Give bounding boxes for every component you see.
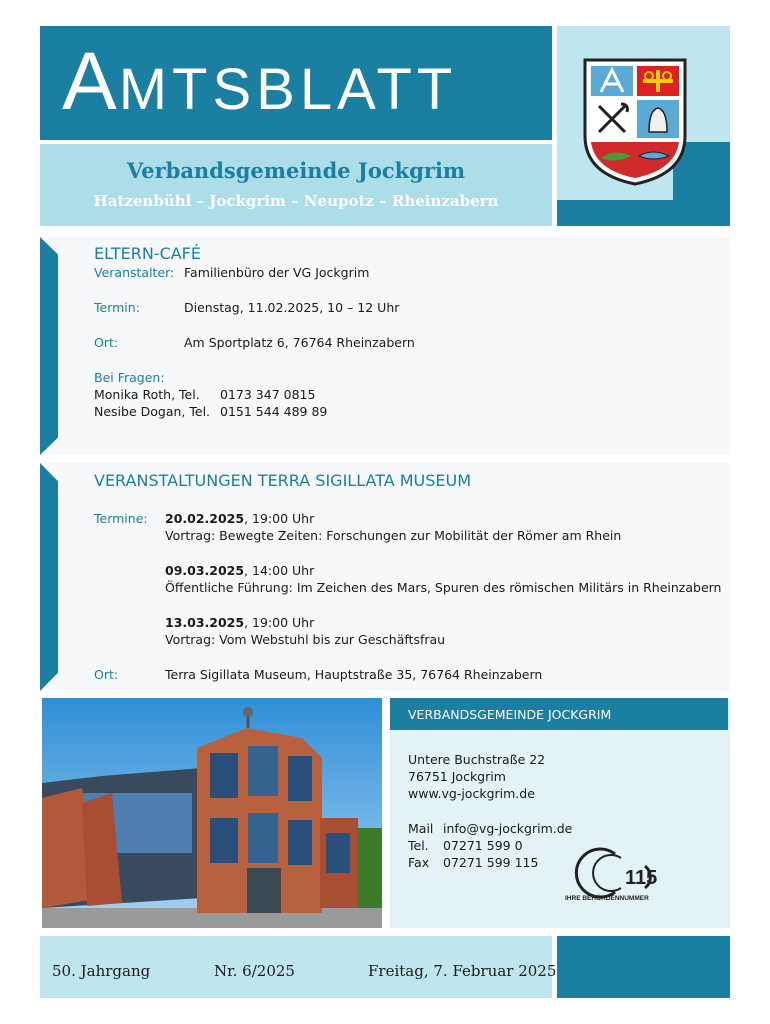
tel-label: Tel.: [408, 838, 429, 853]
event-datetime: 09.03.2025, 14:00 Uhr: [165, 563, 315, 578]
volume: 50. Jahrgang: [52, 962, 151, 980]
masthead-title: AMTSBLATT: [62, 36, 458, 127]
member-towns: Hatzenbühl – Jockgrim – Neupotz – Rheinzabern: [93, 192, 499, 210]
city-address: 76751 Jockgrim: [408, 769, 506, 784]
footer-accent: [557, 936, 730, 998]
authority-number-115-logo: [565, 846, 675, 904]
museum-place-label: Ort:: [94, 667, 119, 682]
contact-phone: 0173 347 0815: [220, 387, 316, 402]
issue-number: Nr. 6/2025: [214, 962, 295, 980]
fax-value: 07271 599 115: [443, 855, 539, 870]
event-description: Vortrag: Vom Webstuhl bis zur Geschäftsfrau: [165, 632, 446, 647]
contact-title: VERBANDSGEMEINDE JOCKGRIM: [408, 707, 612, 722]
organizer-label: Veranstalter:: [94, 265, 175, 280]
organizer-value: Familienbüro der VG Jockgrim: [184, 265, 370, 280]
termine-label: Termine:: [94, 511, 148, 526]
org-name: Verbandsgemeinde Jockgrim: [126, 158, 466, 183]
museum-title: VERANSTALTUNGEN TERRA SIGILLATA MUSEUM: [94, 471, 472, 490]
museum-place-value: Terra Sigillata Museum, Hauptstraße 35, 76764 Rheinzabern: [165, 667, 543, 682]
event-datetime: 20.02.2025, 19:00 Uhr: [165, 511, 315, 526]
crest-accent-strip: [557, 200, 730, 226]
event-description: Öffentliche Führung: Im Zeichen des Mars, Spuren des römischen Militärs in Rheinzabern: [165, 580, 722, 595]
logo-caption: IHRE BEHÖRDENNUMMER: [565, 895, 649, 902]
coat-of-arms-icon: [581, 56, 689, 188]
mail-label: Mail: [408, 821, 434, 836]
section-marker: [40, 463, 58, 691]
contact-name: Nesibe Dogan, Tel.: [94, 404, 211, 419]
date-value: Dienstag, 11.02.2025, 10 – 12 Uhr: [184, 300, 400, 315]
subtitle-banner: [40, 144, 552, 226]
logo-number: 115: [625, 867, 658, 889]
date-label: Termin:: [94, 300, 140, 315]
place-value: Am Sportplatz 6, 76764 Rheinzabern: [184, 335, 415, 350]
contact-name: Monika Roth, Tel.: [94, 387, 200, 402]
email-link[interactable]: info@vg-jockgrim.de: [443, 821, 573, 836]
fax-label: Fax: [408, 855, 430, 870]
museum-section: [40, 463, 730, 691]
contact-panel: [390, 698, 730, 928]
museum-building-photo: [42, 698, 382, 928]
eltern-cafe-title: ELTERN-CAFÉ: [94, 244, 201, 263]
contact-phone: 0151 544 489 89: [220, 404, 328, 419]
tel-value: 07271 599 0: [443, 838, 523, 853]
website-link[interactable]: www.vg-jockgrim.de: [408, 786, 535, 801]
event-description: Vortrag: Bewegte Zeiten: Forschungen zur Mobilität der Römer am Rhein: [165, 528, 622, 543]
place-label: Ort:: [94, 335, 119, 350]
questions-label: Bei Fragen:: [94, 370, 165, 385]
issue-date: Freitag, 7. Februar 2025: [368, 962, 557, 980]
event-datetime: 13.03.2025, 19:00 Uhr: [165, 615, 315, 630]
street-address: Untere Buchstraße 22: [408, 752, 546, 767]
section-marker: [40, 237, 58, 455]
